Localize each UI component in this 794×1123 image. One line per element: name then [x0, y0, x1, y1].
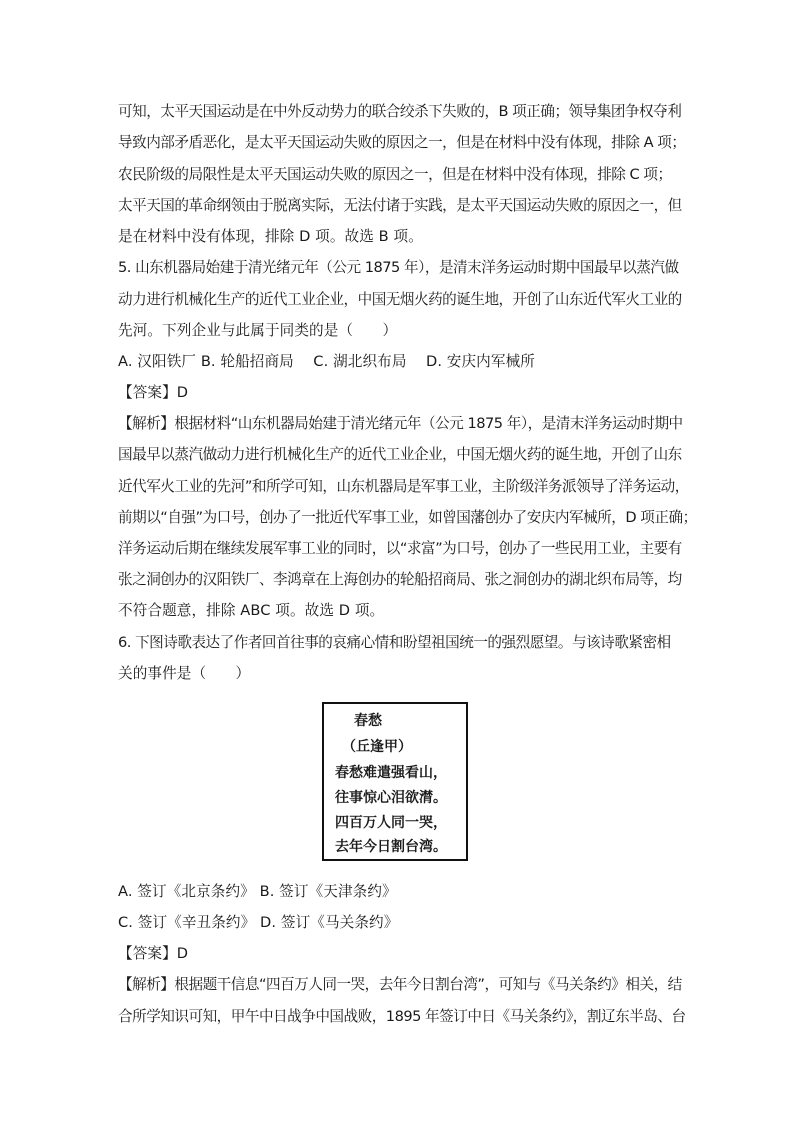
question-5-stem: 先河。下列企业与此属于同类的是（ ） [118, 322, 398, 339]
text-line: 太平天国的革命纲领由于脱离实际，无法付诸于实践，是太平天国运动失败的原因之一，但 [118, 197, 682, 214]
poem-title: 春愁 [354, 713, 382, 729]
text-line: 农民阶级的局限性是太平天国运动失败的原因之一，但是在材料中没有体现，排除 C 项； [118, 166, 672, 183]
poem-author: （丘逢甲） [342, 739, 412, 755]
question-6-stem: 关的事件是（ ） [118, 665, 251, 682]
question-5-options: A. 汉阳铁厂 B. 轮船招商局 C. 湖北织布局 D. 安庆内军械所 [118, 353, 535, 370]
question-6-stem: 6. 下图诗歌表达了作者回首往事的哀痛心情和盼望祖国统一的强烈愿望。与该诗歌紧密相 [118, 634, 671, 651]
question-5-stem: 动力进行机械化生产的近代工业企业，中国无烟火药的诞生地，开创了山东近代军火工业的 [118, 291, 682, 308]
text-line: 是在材料中没有体现，排除 D 项。故选 B 项。 [118, 228, 423, 245]
question-6-analysis: 合所学知识可知，甲午中日战争中国战败，1895 年签订中日《马关条约》，割辽东半岛、台 [118, 1008, 686, 1025]
question-6-answer: 【答案】D [118, 945, 189, 962]
question-5-analysis: 不符合题意，排除 ABC 项。故选 D 项。 [118, 602, 385, 619]
poem-verse: 去年今日割台湾。 [335, 839, 447, 855]
text-line: 可知，太平天国运动是在中外反动势力的联合绞杀下失败的，B 项正确；领导集团争权夺利 [118, 103, 682, 120]
question-5-analysis: 张之洞创办的汉阳铁厂、李鸿章在上海创办的轮船招商局、张之洞创办的湖北织布局等，均 [118, 571, 682, 588]
poem-verse: 往事惊心泪欲潸。 [335, 790, 447, 806]
question-5-analysis: 洋务运动后期在继续发展军事工业的同时，以“求富”为口号，创办了一些民用工业，主要有 [118, 540, 682, 557]
question-5-stem: 5. 山东机器局始建于清光绪元年（公元 1875 年），是清末洋务运动时期中国最早以蒸汽做 [118, 259, 679, 276]
question-6-analysis: 【解析】根据题干信息“四百万人同一哭，去年今日割台湾”，可知与《马关条约》相关，结 [118, 976, 682, 993]
question-5-answer: 【答案】D [118, 384, 189, 401]
question-5-analysis: 【解析】根据材料“山东机器局始建于清光绪元年（公元 1875 年），是清末洋务运动时期中 [118, 415, 683, 432]
question-6-options: A. 签订《北京条约》 B. 签订《天津条约》 [118, 883, 397, 900]
question-5-analysis: 近代军火工业的先河”和所学可知，山东机器局是军事工业，主阶级洋务派领导了洋务运动， [118, 478, 689, 495]
poem-verse: 春愁难遣强看山， [335, 765, 447, 781]
question-5-analysis: 国最早以蒸汽做动力进行机械化生产的近代工业企业，中国无烟火药的诞生地，开创了山东 [118, 446, 682, 463]
question-6-options: C. 签订《辛丑条约》 D. 签订《马关条约》 [118, 914, 399, 931]
question-5-analysis: 前期以“自强”为口号，创办了一批近代军事工业，如曾国藩创办了安庆内军械所，D 项正确； [118, 509, 697, 526]
text-line: 导致内部矛盾恶化，是太平天国运动失败的原因之一，但是在材料中没有体现，排除 A 项； [118, 134, 686, 151]
poem-verse: 四百万人同一哭， [335, 815, 447, 831]
poem-figure [322, 702, 468, 861]
